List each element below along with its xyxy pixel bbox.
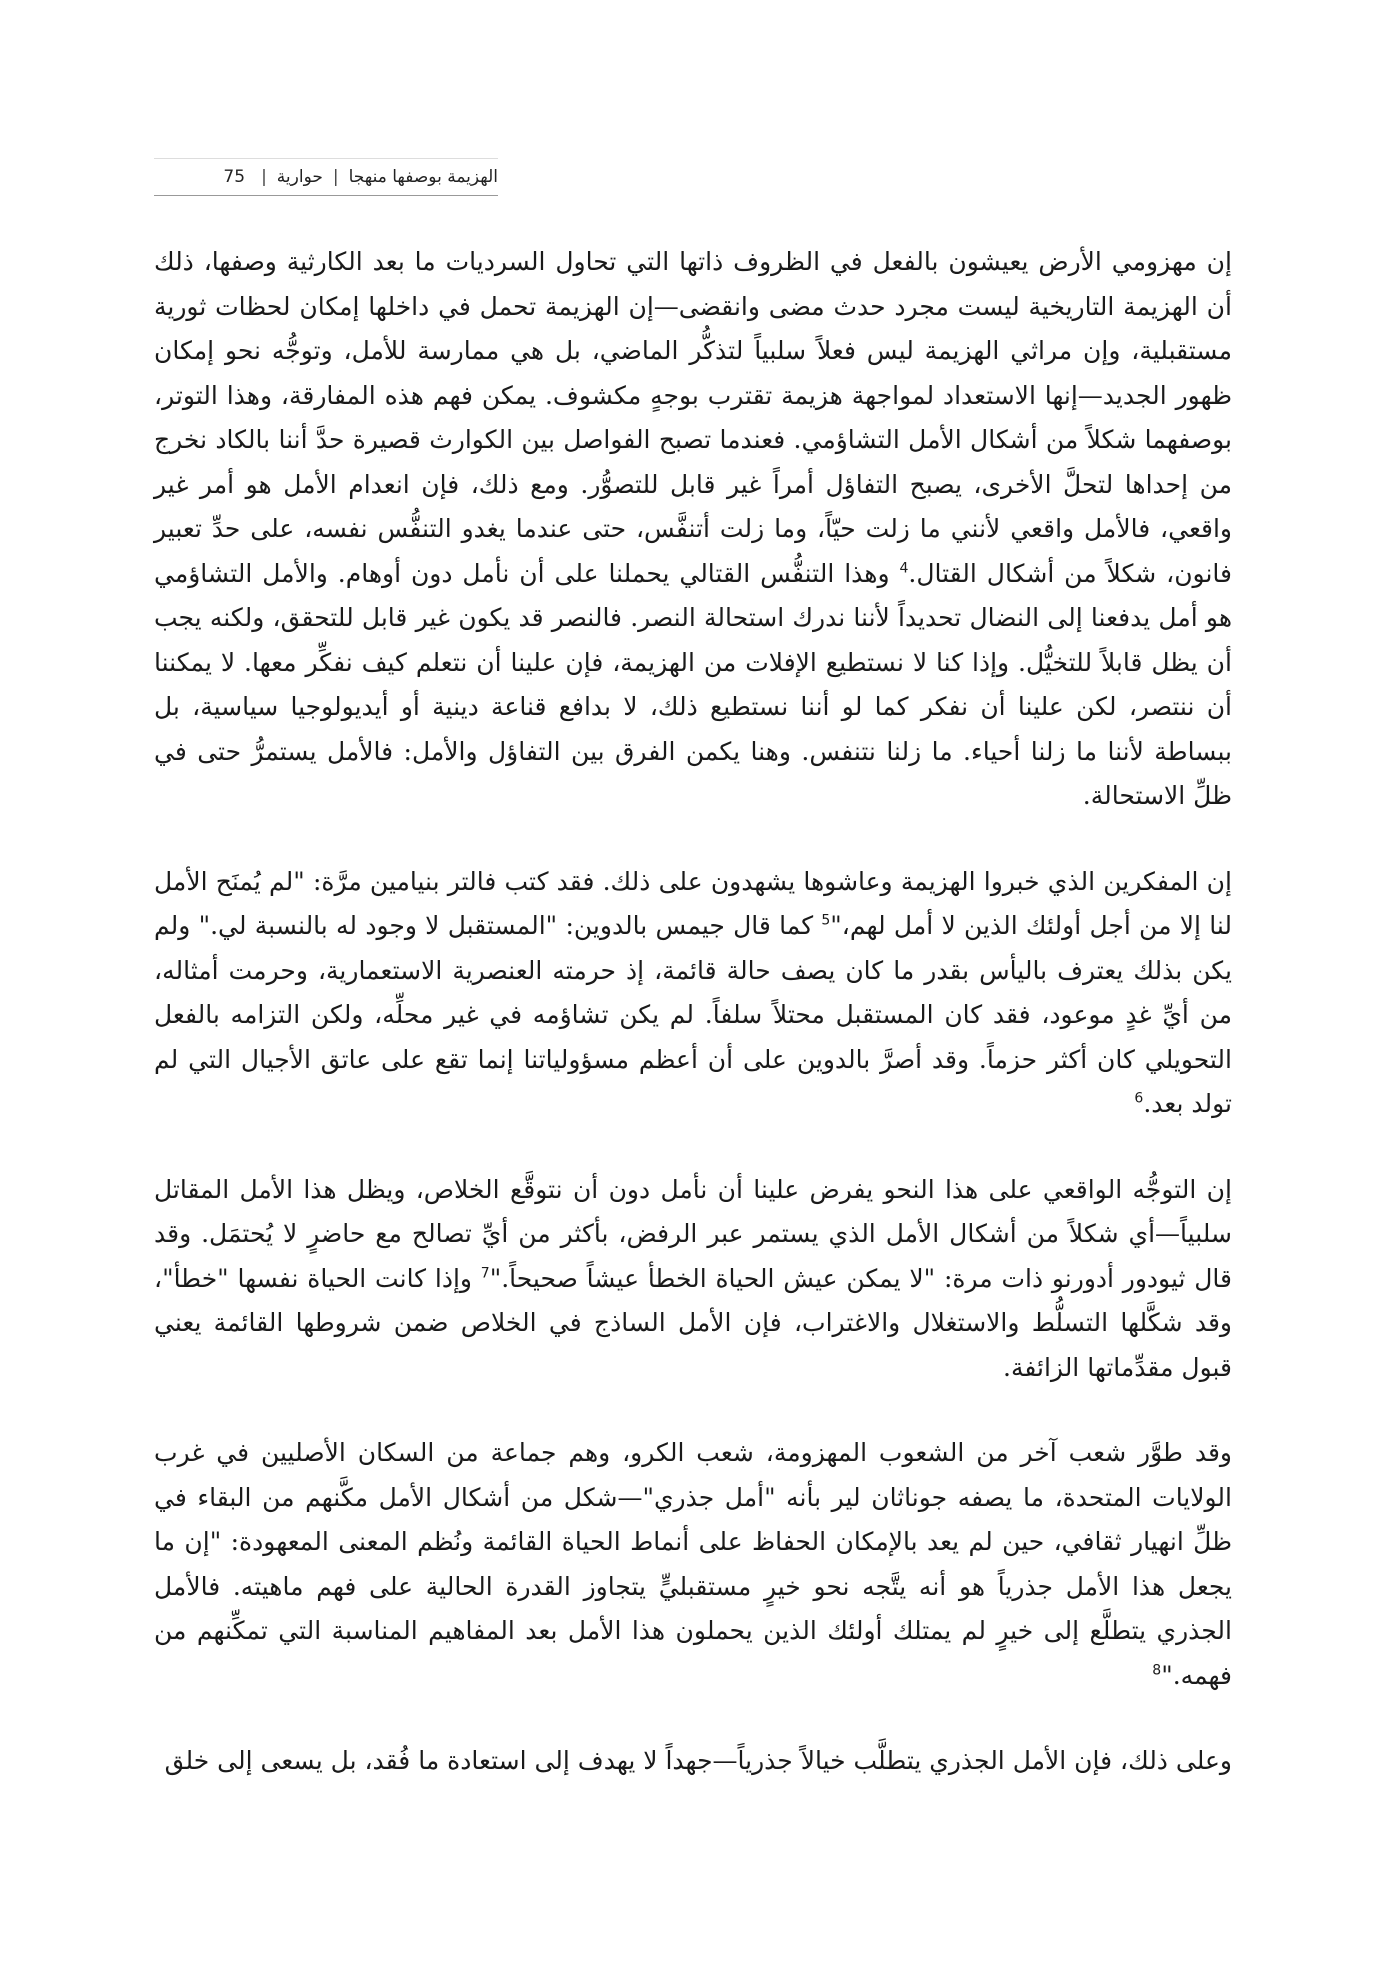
body-text [154,240,1232,1784]
header-separator: | [332,167,339,187]
paragraph-1: إن مهزومي الأرض يعيشون بالفعل في الظروف ذاتها التي تحاول السرديات ما بعد الكارثية وصفها، ذلك أن الهزيمة التاريخية ليست مجرد حدث مضى وانقضى—إن الهزيمة تحمل في داخلها إمكان لحظات ثورية مستقبلية، وإن مراثي الهزيمة ليس فعلاً سلبياً لتذكُّر الماضي، بل هي ممارسة للأمل، وتوجُّه نحو إمكان ظهور الجديد—إنها الاستعداد لمواجهة هزيمة تقترب بوجهٍ مكشوف. يمكن فهم هذه المفارقة، وهذا التوتر، بوصفهما شكلاً من أشكال الأمل التشاؤمي. فعندما تصبح الفواصل بين الكوارث قصيرة حدَّ أننا بالكاد نخرج من إحداها لتحلَّ الأخرى، يصبح التفاؤل أمراً غير قابل للتصوُّر. ومع ذلك، فإن انعدام الأمل هو أمر غير واقعي، فالأمل واقعي لأنني ما زلت حيّاً، وما زلت أتنفَّس، حتى عندما يغدو التنفُّس نفسه، على حدِّ تعبير فانون، شكلاً من أشكال القتال.$^4$ وهذا التنفُّس القتالي يحملنا على أن نأمل دون أوهام. والأمل التشاؤمي هو أمل يدفعنا إلى النضال تحديداً لأننا ندرك استحالة النصر. فالنصر قد يكون غير قابل للتحقق، ولكنه يجب أن يظل قابلاً للتخيُّل. وإذا كنا لا نستطيع الإفلات من الهزيمة، فإن علينا أن نتعلم كيف نفكِّر معها. لا يمكننا أن ننتصر، لكن علينا أن نفكر كما لو أننا نستطيع ذلك، لا بدافع قناعة دينية أو أيديولوجيا سياسية، بل ببساطة لأننا ما زلنا أحياء. ما زلنا نتنفس. وهنا يكمن الفرق بين التفاؤل والأمل: فالأمل يستمرُّ حتى في ظلِّ الاستحالة. [154,247,1232,810]
paragraph-4: وقد طوَّر شعب آخر من الشعوب المهزومة، شعب الكرو، وهم جماعة من السكان الأصليين في غرب الولايات المتحدة، ما يصفه جوناثان لير بأنه "أمل جذري"—شكل من أشكال الأمل مكَّنهم من البقاء في ظلِّ انهيار ثقافي، حين لم يعد بالإمكان الحفاظ على أنماط الحياة القائمة ونُظم المعنى المعهودة: "إن ما يجعل هذا الأمل جذرياً هو أنه يتَّجه نحو خيرٍ مستقبليٍّ يتجاوز القدرة الحالية على فهم ماهيته. فالأمل الجذري يتطلَّع إلى خيرٍ لم يمتلك أولئك الذين يحملون هذا الأمل بعد المفاهيم المناسبة التي تمكِّنهم من فهمه."$^8$ [154,1438,1232,1690]
paragraph-5: وعلى ذلك، فإن الأمل الجذري يتطلَّب خيالاً جذرياً—جهداً لا يهدف إلى استعادة ما فُقد، بل يسعى إلى خلق [164,1746,1232,1775]
footnote-ref[interactable]: 8 [1152,1662,1162,1679]
running-header [154,158,498,196]
page-number: 75 [223,167,246,187]
chapter-title: الهزيمة بوصفها منهجا [348,167,498,187]
header-top-rule [154,158,498,159]
footnote-ref[interactable]: 7 [480,1265,490,1282]
footnote-ref[interactable]: 5 [821,912,831,929]
footnote-ref[interactable]: 6 [1134,1090,1144,1107]
footnote-ref[interactable]: 4 [899,560,909,577]
paragraph-2: إن المفكرين الذي خبروا الهزيمة وعاشوها يشهدون على ذلك. فقد كتب فالتر بنيامين مرَّة: "لم يُمنَح الأمل لنا إلا من أجل أولئك الذين لا أمل لهم،"$^5$ كما قال جيمس بالدوين: "المستقبل لا وجود له بالنسبة لي." ولم يكن بذلك يعترف باليأس بقدر ما كان يصف حالة قائمة، إذ حرمته العنصرية الاستعمارية، وحرمت أمثاله، من أيِّ غدٍ موعود، فقد كان المستقبل محتلاً سلفاً. لم يكن تشاؤمه في غير محلِّه، ولكن التزامه بالفعل التحويلي كان أكثر حزماً. وقد أصرَّ بالدوين على أن أعظم مسؤولياتنا إنما تقع على عاتق الأجيال التي لم تولد بعد.$^6$ [154,866,1233,1118]
section-name: حوارية [276,167,323,187]
paragraph-3: إن التوجُّه الواقعي على هذا النحو يفرض علينا أن نأمل دون أن نتوقَّع الخلاص، ويظل هذا الأمل المقاتل سلبياً—أي شكلاً من أشكال الأمل الذي يستمر عبر الرفض، بأكثر من أيِّ تصالح مع حاضرٍ لا يُحتمَل. وقد قال ثيودور أدورنو ذات مرة: "لا يمكن عيش الحياة الخطأ عيشاً صحيحاً."$^7$ وإذا كانت الحياة نفسها "خطأ"، وقد شكَّلها التسلُّط والاستغلال والاغتراب، فإن الأمل الساذج في الخلاص ضمن شروطها القائمة يعني قبول مقدِّماتها الزائفة. [154,1174,1233,1382]
header-bottom-rule [154,195,498,196]
header-separator: | [261,167,267,187]
